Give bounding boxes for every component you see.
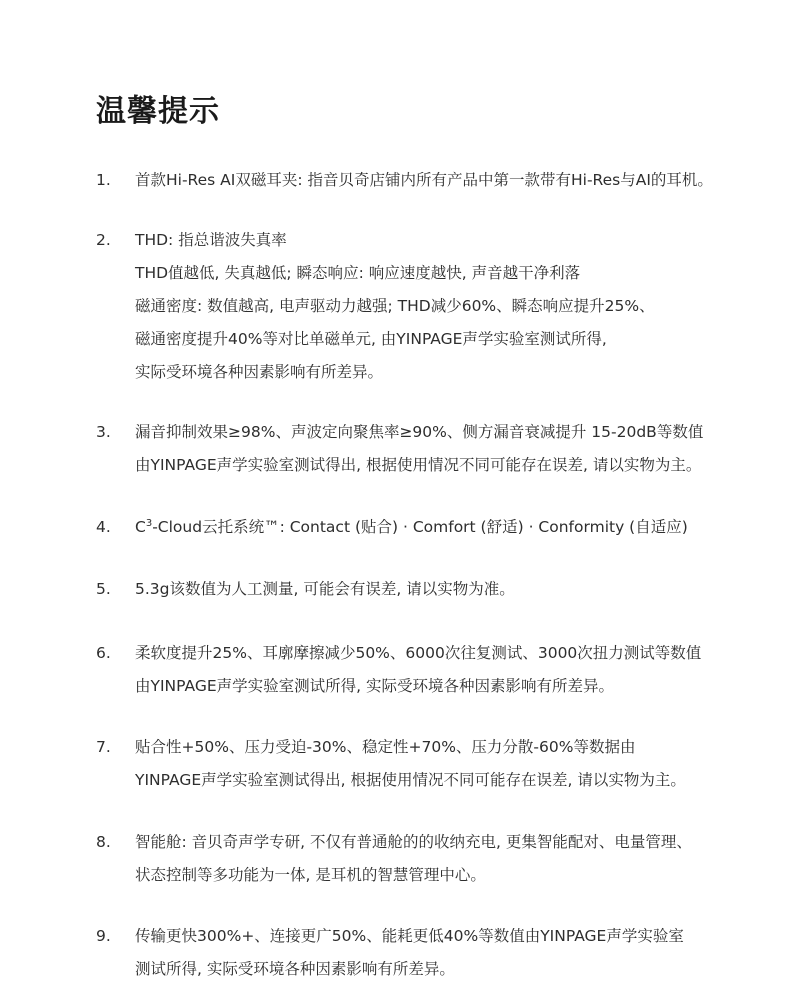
note-line: 状态控制等多功能为一体, 是耳机的智慧管理中心。 — [135, 866, 486, 884]
note-item-3 — [96, 416, 786, 482]
note-line: 磁通密度提升40%等对比单磁单元, 由YINPAGE声学实验室测试所得, — [135, 330, 607, 348]
note-text: -Cloud云托系统™: Contact (贴合) · Comfort (舒适) · Conformity (自适应) — [152, 518, 688, 536]
note-line: 贴合性+50%、压力受迫-30%、稳定性+70%、压力分散-60%等数据由 — [135, 738, 636, 756]
note-number: 4. — [96, 518, 111, 536]
page-title: 温馨提示 — [96, 94, 220, 129]
note-line: 由YINPAGE声学实验室测试得出, 根据使用情况不同可能存在误差, 请以实物为主。 — [135, 456, 702, 474]
note-line: 5.3g该数值为人工测量, 可能会有误差, 请以实物为准。 — [135, 580, 515, 598]
note-line: 传输更快300%+、连接更广50%、能耗更低40%等数值由YINPAGE声学实验室 — [135, 927, 684, 945]
note-line: THD值越低, 失真越低; 瞬态响应: 响应速度越快, 声音越干净利落 — [135, 264, 581, 282]
note-number: 1. — [96, 171, 111, 189]
note-number: 5. — [96, 580, 111, 598]
note-number: 6. — [96, 644, 111, 662]
note-line: 智能舱: 音贝奇声学专研, 不仅有普通舱的的收纳充电, 更集智能配对、电量管理、 — [135, 833, 692, 851]
note-item-8 — [96, 826, 786, 892]
note-text-prefix: C — [135, 518, 146, 536]
note-item-1 — [96, 164, 786, 197]
note-item-9 — [96, 920, 786, 986]
note-item-2 — [96, 224, 786, 389]
note-line: 柔软度提升25%、耳廓摩擦减少50%、6000次往复测试、3000次扭力测试等数值 — [135, 644, 702, 662]
note-item-5 — [96, 573, 786, 606]
note-line — [96, 511, 786, 544]
superscript: 3 — [145, 517, 153, 529]
note-item-4 — [96, 511, 786, 544]
note-line: 漏音抑制效果≥98%、声波定向聚焦率≥90%、侧方漏音衰减提升 15-20dB等数值 — [135, 423, 704, 441]
note-line: 测试所得, 实际受环境各种因素影响有所差异。 — [135, 960, 455, 978]
note-item-7 — [96, 731, 786, 797]
note-number: 2. — [96, 231, 111, 249]
note-item-6 — [96, 637, 786, 703]
note-line: 实际受环境各种因素影响有所差异。 — [135, 363, 384, 381]
note-number: 3. — [96, 423, 111, 441]
note-line: YINPAGE声学实验室测试得出, 根据使用情况不同可能存在误差, 请以实物为主。 — [135, 771, 686, 789]
note-line: 首款Hi-Res AI双磁耳夹: 指音贝奇店铺内所有产品中第一款带有Hi-Res与AI的耳机。 — [135, 171, 713, 189]
note-number: 8. — [96, 833, 111, 851]
note-line: 磁通密度: 数值越高, 电声驱动力越强; THD减少60%、瞬态响应提升25%、 — [135, 297, 655, 315]
note-number: 9. — [96, 927, 111, 945]
note-line: 由YINPAGE声学实验室测试所得, 实际受环境各种因素影响有所差异。 — [135, 677, 614, 695]
note-line: THD: 指总谐波失真率 — [135, 231, 287, 249]
note-number: 7. — [96, 738, 111, 756]
